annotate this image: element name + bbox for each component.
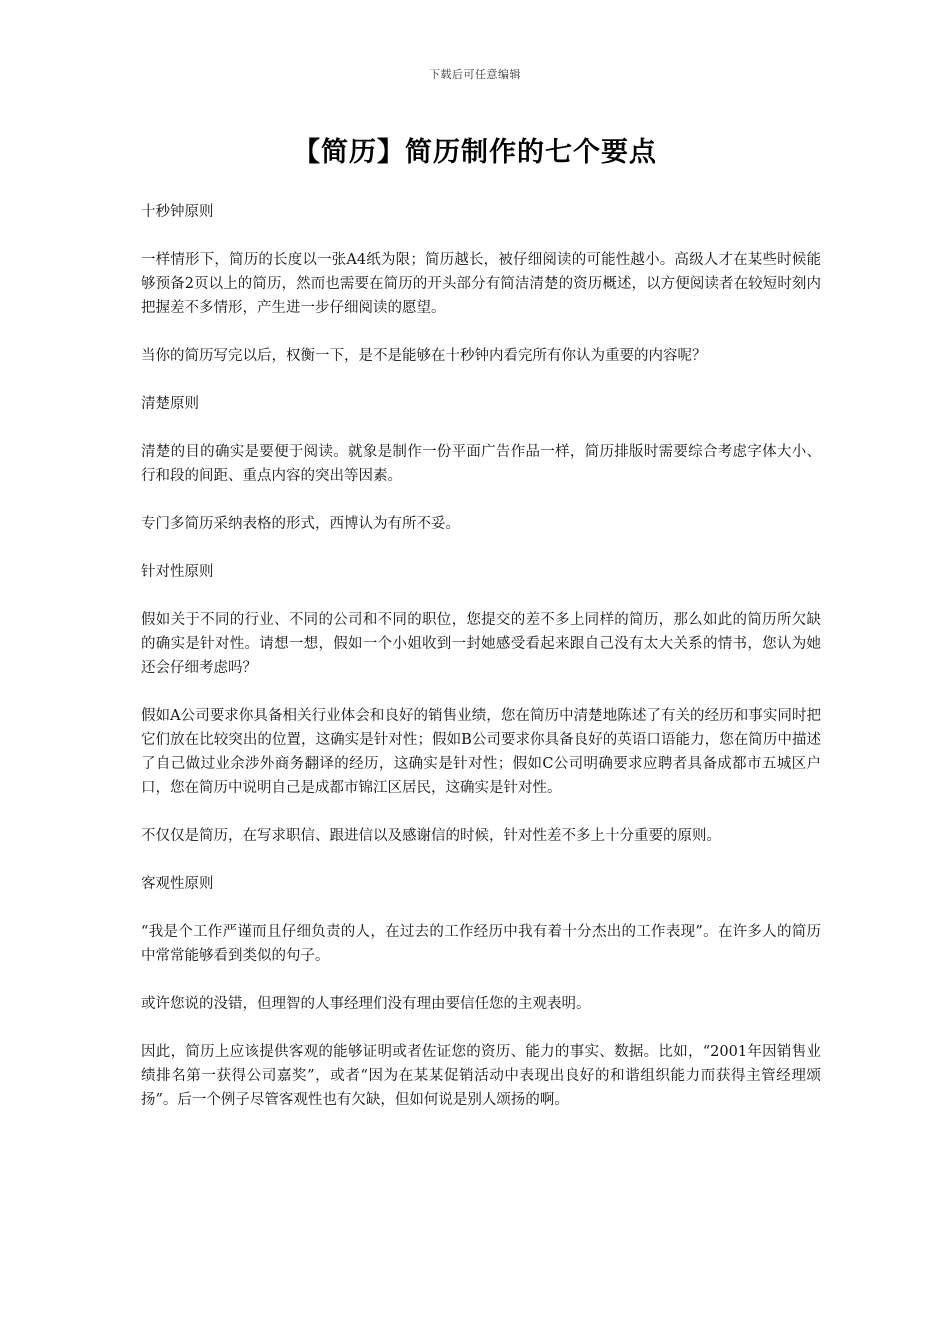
body-paragraph: 专门多简历采纳表格的形式，西博认为有所不妥。: [141, 516, 460, 532]
body-paragraph: 当你的简历写完以后，权衡一下，是不是能够在十秒钟内看完所有你认为重要的内容呢？: [141, 348, 707, 364]
document-body: [141, 200, 821, 1136]
section-heading-clarity: 清楚原则: [141, 396, 199, 412]
body-paragraph: 一样情形下，简历的长度以一张A4纸为限；简历越长，被仔细阅读的可能性越小。高级人才在某些时候能够预备2页以上的简历，然而也需要在简历的开头部分有简洁清楚的资历概述，以方便阅读者在较短时刻内把握差不多情形，产生进一步仔细阅读的愿望。: [141, 252, 821, 316]
body-paragraph: “我是个工作严谨而且仔细负责的人，在过去的工作经历中我有着十分杰出的工作表现”。在许多人的简历中常常能够看到类似的句子。: [141, 924, 821, 964]
body-paragraph: 不仅仅是简历，在写求职信、跟进信以及感谢信的时候，针对性差不多上十分重要的原则。: [141, 828, 721, 844]
section-heading-ten-seconds: 十秒钟原则: [141, 204, 214, 220]
body-paragraph: 假如关于不同的行业、不同的公司和不同的职位，您提交的差不多上同样的简历，那么如此的简历所欠缺的确实是针对性。请想一想，假如一个小姐收到一封她感受看起来跟自己没有太大关系的情书，您认为她还会仔细考虑吗？: [141, 612, 821, 676]
section-heading-objectivity: 客观性原则: [141, 876, 214, 892]
header-note: 下载后可任意编辑: [429, 68, 521, 81]
document-title: 【简历】简历制作的七个要点: [293, 137, 657, 168]
section-heading-targeting: 针对性原则: [141, 564, 214, 580]
body-paragraph: 或许您说的没错，但理智的人事经理们没有理由要信任您的主观表明。: [141, 996, 591, 1012]
body-paragraph: 清楚的目的确实是要便于阅读。就象是制作一份平面广告作品一样，简历排版时需要综合考虑字体大小、行和段的间距、重点内容的突出等因素。: [141, 444, 821, 484]
body-paragraph: 因此，简历上应该提供客观的能够证明或者佐证您的资历、能力的事实、数据。比如，“2001年因销售业绩排名第一获得公司嘉奖”，或者“因为在某某促销活动中表现出良好的和谐组织能力而获得主管经理颂扬”。后一个例子尽管客观性也有欠缺，但如何说是别人颂扬的啊。: [141, 1044, 821, 1108]
body-paragraph: 假如A公司要求你具备相关行业体会和良好的销售业绩，您在简历中清楚地陈述了有关的经历和事实同时把它们放在比较突出的位置，这确实是针对性；假如B公司要求你具备良好的英语口语能力，您在简历中描述了自己做过业余涉外商务翻译的经历，这确实是针对性；假如C公司明确要求应聘者具备成都市五城区户口，您在简历中说明自己是成都市锦江区居民，这确实是针对性。: [141, 708, 821, 796]
